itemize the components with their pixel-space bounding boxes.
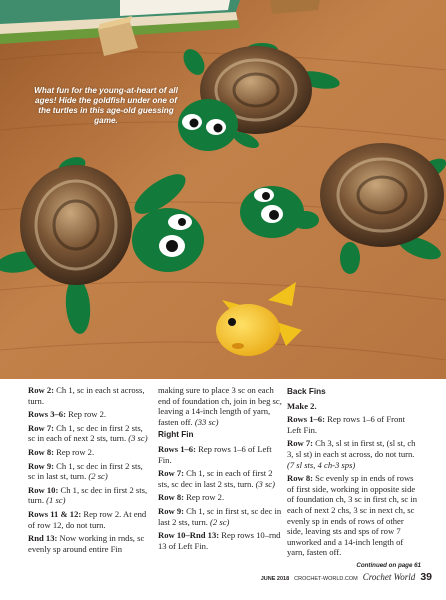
row-instruction: Row 7: Ch 1, sc dec in first 2 sts, sc in each of next 2 sts, turn. (3 sc) [28,422,148,444]
row-instruction: Rows 3–6: Rep row 2. [28,409,107,420]
row-instruction: Row 7: Ch 1, sc in each of first 2 sts, sc dec in last 2 sts, turn. (3 sc) [158,468,275,489]
row-instruction: Row 2: Ch 1, sc in each st across, turn. [28,385,145,406]
row-instruction: Row 9: Ch 1, sc in first st, sc dec in last 2 sts, turn. (2 sc) [158,505,282,527]
row-instruction: Row 10: Ch 1, sc dec in first 2 sts, turn. (1 sc) [28,484,148,506]
row-instruction: Row 9: Ch 1, sc dec in first 2 sts, sc in last st, turn. (2 sc) [28,460,143,482]
website: CROCHET-WORLD.COM [294,576,358,582]
instructions-column-3 [287,385,421,572]
page-footer [0,571,432,583]
instructions-column-1 [28,385,152,557]
continued-note: Continued on page 61 [356,561,421,569]
fin-continuation: making sure to place 3 sc on each end of foundation ch, join in beg sc, leaving a 14-inch length of yarn, fasten off. (33 sc) [158,385,282,427]
instructions-column-2 [158,385,282,554]
page-number: 39 [420,571,432,583]
row-instruction: Row 7: Ch 3, sl st in first st, (sl st, ch 3, sl st) in each st across, do not turn. (7 sl sts, 4 ch-3 sps) [287,438,416,470]
row-instruction: Row 10–Rnd 13: Rep rows 10–rnd 13 of Left Fin. [158,530,281,551]
row-instruction: Row 8: Sc evenly sp in ends of rows of first side, working in opposite side of foundation ch, 3 sc in first ch, sc in each of next 2 chs, 3 sc in next ch, sc evenly sp in ends of rows of other side, leaving sts and sps of row 7 unworked and a 14-inch length of yarn, fasten off. [287,473,418,558]
section-heading-right-fin: Right Fin [158,430,194,440]
row-instruction: Row 8: Rep row 2. [28,446,95,457]
row-instruction: Rnd 13: Now working in rnds, sc evenly sp around entire Fin [28,533,145,554]
row-instruction: Row 8: Rep row 2. [158,492,225,503]
row-instruction: Rows 1–6: Rep rows 1–6 of Front Left Fin. [287,414,405,435]
magazine-name: Crochet World [362,572,416,582]
row-instruction: Rows 11 & 12: Rep row 2. At end of row 12, do not turn. [28,508,147,530]
section-heading-back-fins: Back Fins [287,387,326,396]
photo-caption: What fun for the young-at-heart of all ages! Hide the goldfish under one of the turtles in this age-old guessing game. [34,86,178,125]
row-instruction: Rows 1–6: Rep rows 1–6 of Left Fin. [158,443,272,465]
issue-date: JUNE 2018 [260,576,290,582]
make-count: Make 2. [287,400,317,411]
